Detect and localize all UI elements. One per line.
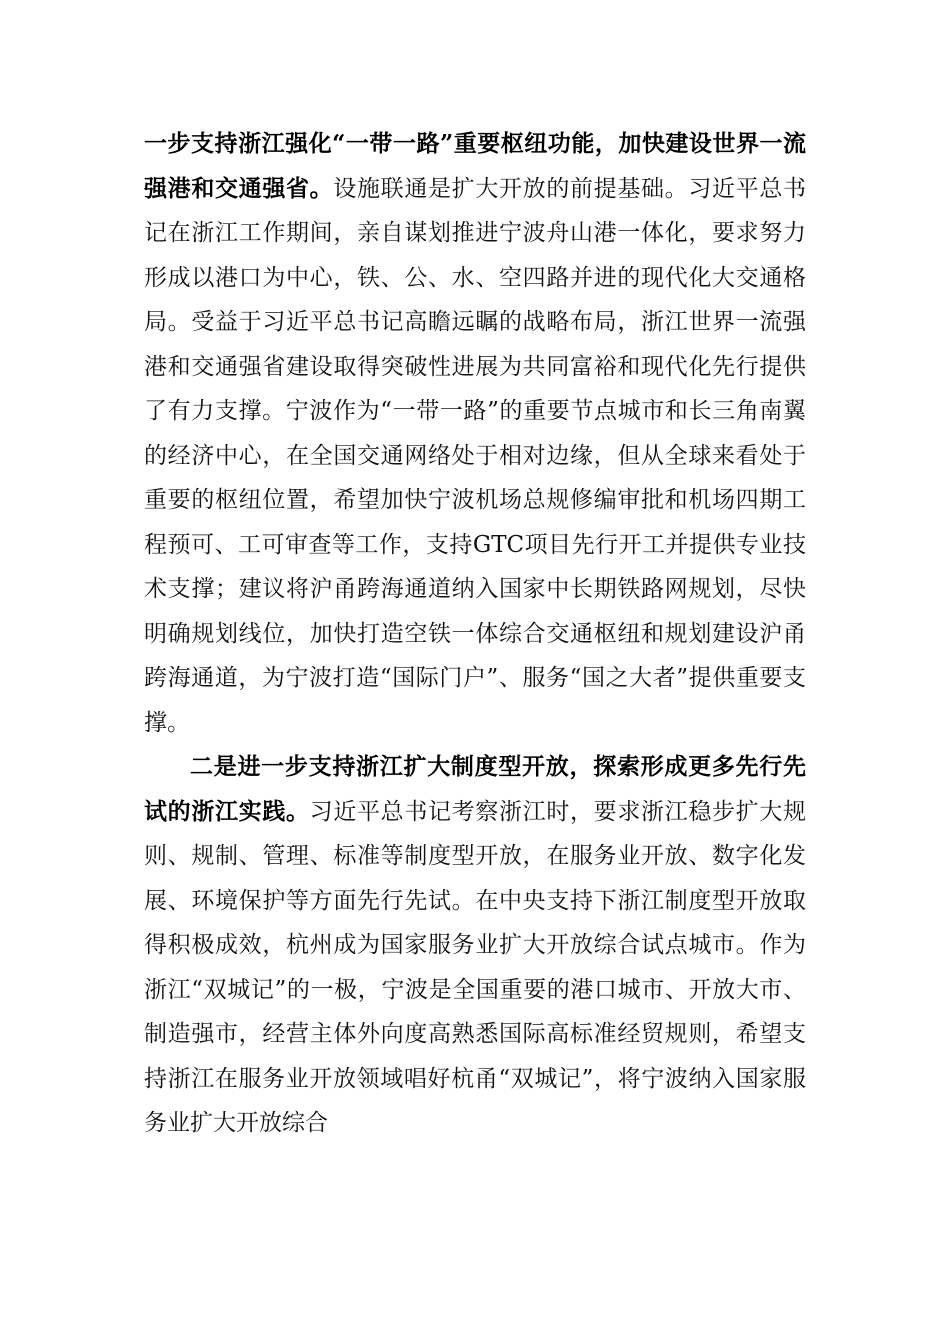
paragraph-lead-bold: 一步支持浙江强化“一带一路”重要枢纽功能，加快建设世界一流强港和交通强省。 bbox=[144, 130, 806, 202]
paragraph-institutional-opening bbox=[144, 745, 806, 1146]
paragraph-body-text: 设施联通是扩大开放的前提基础。习近平总书记在浙江工作期间，亲自谋划推进宁波舟山港一体化，要求努力形成以港口为中心，铁、公、水、空四路并进的现代化大交通格局。受益于习近平总书记高瞻远瞩的战略布局，浙江世界一流强港和交通强省建设取得突破性进展为共同富裕和现代化先行提供了有力支撑。宁波作为“一带一路”的重要节点城市和长三角南翼的经济中心，在全国交通网络处于相对边缘，但从全球来看处于重要的枢纽位置，希望加快宁波机场总规修编审批和机场四期工程预可、工可审查等工作，支持GTC项目先行开工并提供专业技术支撑；建议将沪甬跨海通道纳入国家中长期铁路网规划，尽快明确规划线位，加快打造空铁一体综合交通枢纽和规划建设沪甬跨海通道，为宁波打造“国际门户”、服务“国之大者”提供重要支撑。 bbox=[144, 175, 807, 736]
paragraph-body-text: 习近平总书记考察浙江时，要求浙江稳步扩大规则、规制、管理、标准等制度型开放，在服务业开放、数字化发展、环境保护等方面先行先试。在中央支持下浙江制度型开放取得积极成效，杭州成为国家服务业扩大开放综合试点城市。作为浙江“双城记”的一极，宁波是全国重要的港口城市、开放大市、制造强市，经营主体外向度高熟悉国际高标准经贸规则，希望支持浙江在服务业开放领域唱好杭甬“双城记”，将宁波纳入国家服务业扩大开放综合 bbox=[144, 798, 807, 1136]
document-body bbox=[144, 122, 806, 1146]
paragraph-infrastructure bbox=[144, 122, 806, 745]
paragraph-lead-bold: 二是进一步支持浙江扩大制度型开放，探索形成更多先行先试的浙江实践。 bbox=[144, 753, 806, 825]
